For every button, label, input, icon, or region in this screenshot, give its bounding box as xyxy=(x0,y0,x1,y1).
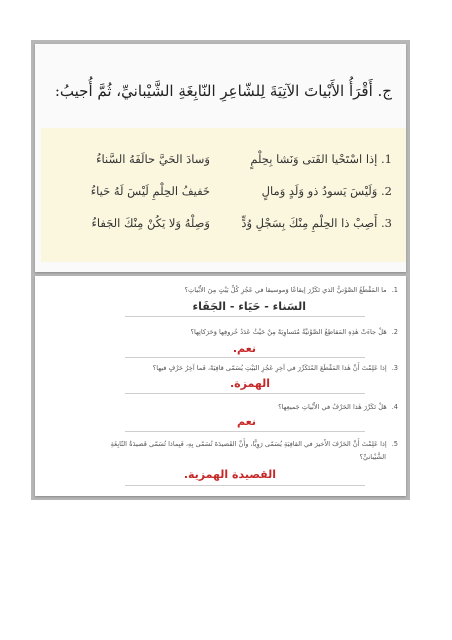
question-5 xyxy=(111,440,398,448)
question-number: 1. xyxy=(391,286,398,294)
textbook-page xyxy=(31,40,410,500)
answer-2: نعم. xyxy=(232,342,256,355)
verse-2-second-hemistich: خَفيفُ الحِلْمِ لَيْسَ لَهُ حَياءُ xyxy=(90,184,210,198)
answer-3: الهمزة. xyxy=(229,377,270,390)
exercise-heading: ج. أَقْرَأُ الأَبْياتَ الآتِيَةَ لِلشّاعِرِ النّابِغَةِ الشَّيْبانيِّ، ثُمَّ أُجيبُ: xyxy=(54,82,392,100)
question-text: هَلْ جاءَتْ هٰذِهِ المَقاطِعُ الصَّوْتيَّةُ مُتَساوِيَةً مِنْ حَيْثُ عَدَدُ حُروفِها وَحَرَكاتِها؟ xyxy=(190,328,387,336)
question-text: ما المَقْطَعُ الصَّوْتيُّ الذي تَكَرَّرَ إيقاعًا وَموسيقا في عَجُزِ كُلِّ بَيْتٍ مِنَ الأَبْياتِ؟ xyxy=(184,286,387,294)
verse-2 xyxy=(41,184,406,208)
answer-line xyxy=(125,393,365,394)
verse-2-first-hemistich: 2. وَلَيْسَ يَسودُ ذو وَلَدٍ وَمالٍ xyxy=(261,184,392,198)
answer-line xyxy=(125,316,365,317)
question-3 xyxy=(153,364,398,372)
answer-line xyxy=(125,431,365,432)
answer-1: السَناء - حَيَاء - الجَفَاء xyxy=(192,300,306,313)
question-2 xyxy=(190,328,398,336)
verse-1-first-hemistich: 1. إذا اسْتَحْيا الفَتى وَنَشا بِحِلْمٍ xyxy=(250,152,392,166)
question-number: 3. xyxy=(391,364,398,372)
answer-line xyxy=(125,357,365,358)
verse-1 xyxy=(41,152,406,176)
verse-3-second-hemistich: وَصِلْهُ وَلا يَكُنْ مِنْكَ الجَفاءُ xyxy=(91,216,210,230)
verse-3-first-hemistich: 3. أَصِبْ ذا الحِلْمِ مِنْكَ بِسَجْلِ وُدٍّ xyxy=(241,216,392,230)
verse-1-second-hemistich: وَسادَ الحَيَّ حالَفَهُ السَّناءُ xyxy=(96,152,210,166)
verse-3 xyxy=(41,216,406,240)
question-text: إذا عَلِمْتَ أَنَّ الحَرْفَ الأَخيرَ في القافِيَةِ يُسَمّى رَوِيًّا، وأَنَّ القَصيدَةَ تُسَمّى بِهِ، فَبِماذا تُسَمّى قَصيدَةُ النّابِغَةِ xyxy=(110,440,387,448)
question-1 xyxy=(184,286,398,294)
answer-4: نعم xyxy=(237,415,256,428)
answers-card xyxy=(35,276,406,496)
question-number: 4. xyxy=(391,403,398,411)
question-4 xyxy=(278,403,398,411)
question-5-continued: الشَّيْبانيِّ؟ xyxy=(359,453,386,461)
question-number: 2. xyxy=(391,328,398,336)
answer-line xyxy=(125,485,365,486)
question-text: هَلْ تَكَرَّرَ هٰذا الحَرْفُ في الأَبْياتِ جَميعِها؟ xyxy=(278,403,387,411)
answer-5: القصيدة الهمزية. xyxy=(183,468,276,481)
question-text: إذا عَلِمْتَ أَنَّ هٰذا المَقْطَعَ المُتَكَرِّرَ في آخِرِ عَجُزِ البَيْتِ يُسَمّى قافِيَةً، فَما آخِرُ حَرْفٍ فيها؟ xyxy=(152,364,387,372)
exercise-card xyxy=(35,44,406,272)
poem-box xyxy=(41,128,406,262)
question-number: 5. xyxy=(391,440,398,448)
